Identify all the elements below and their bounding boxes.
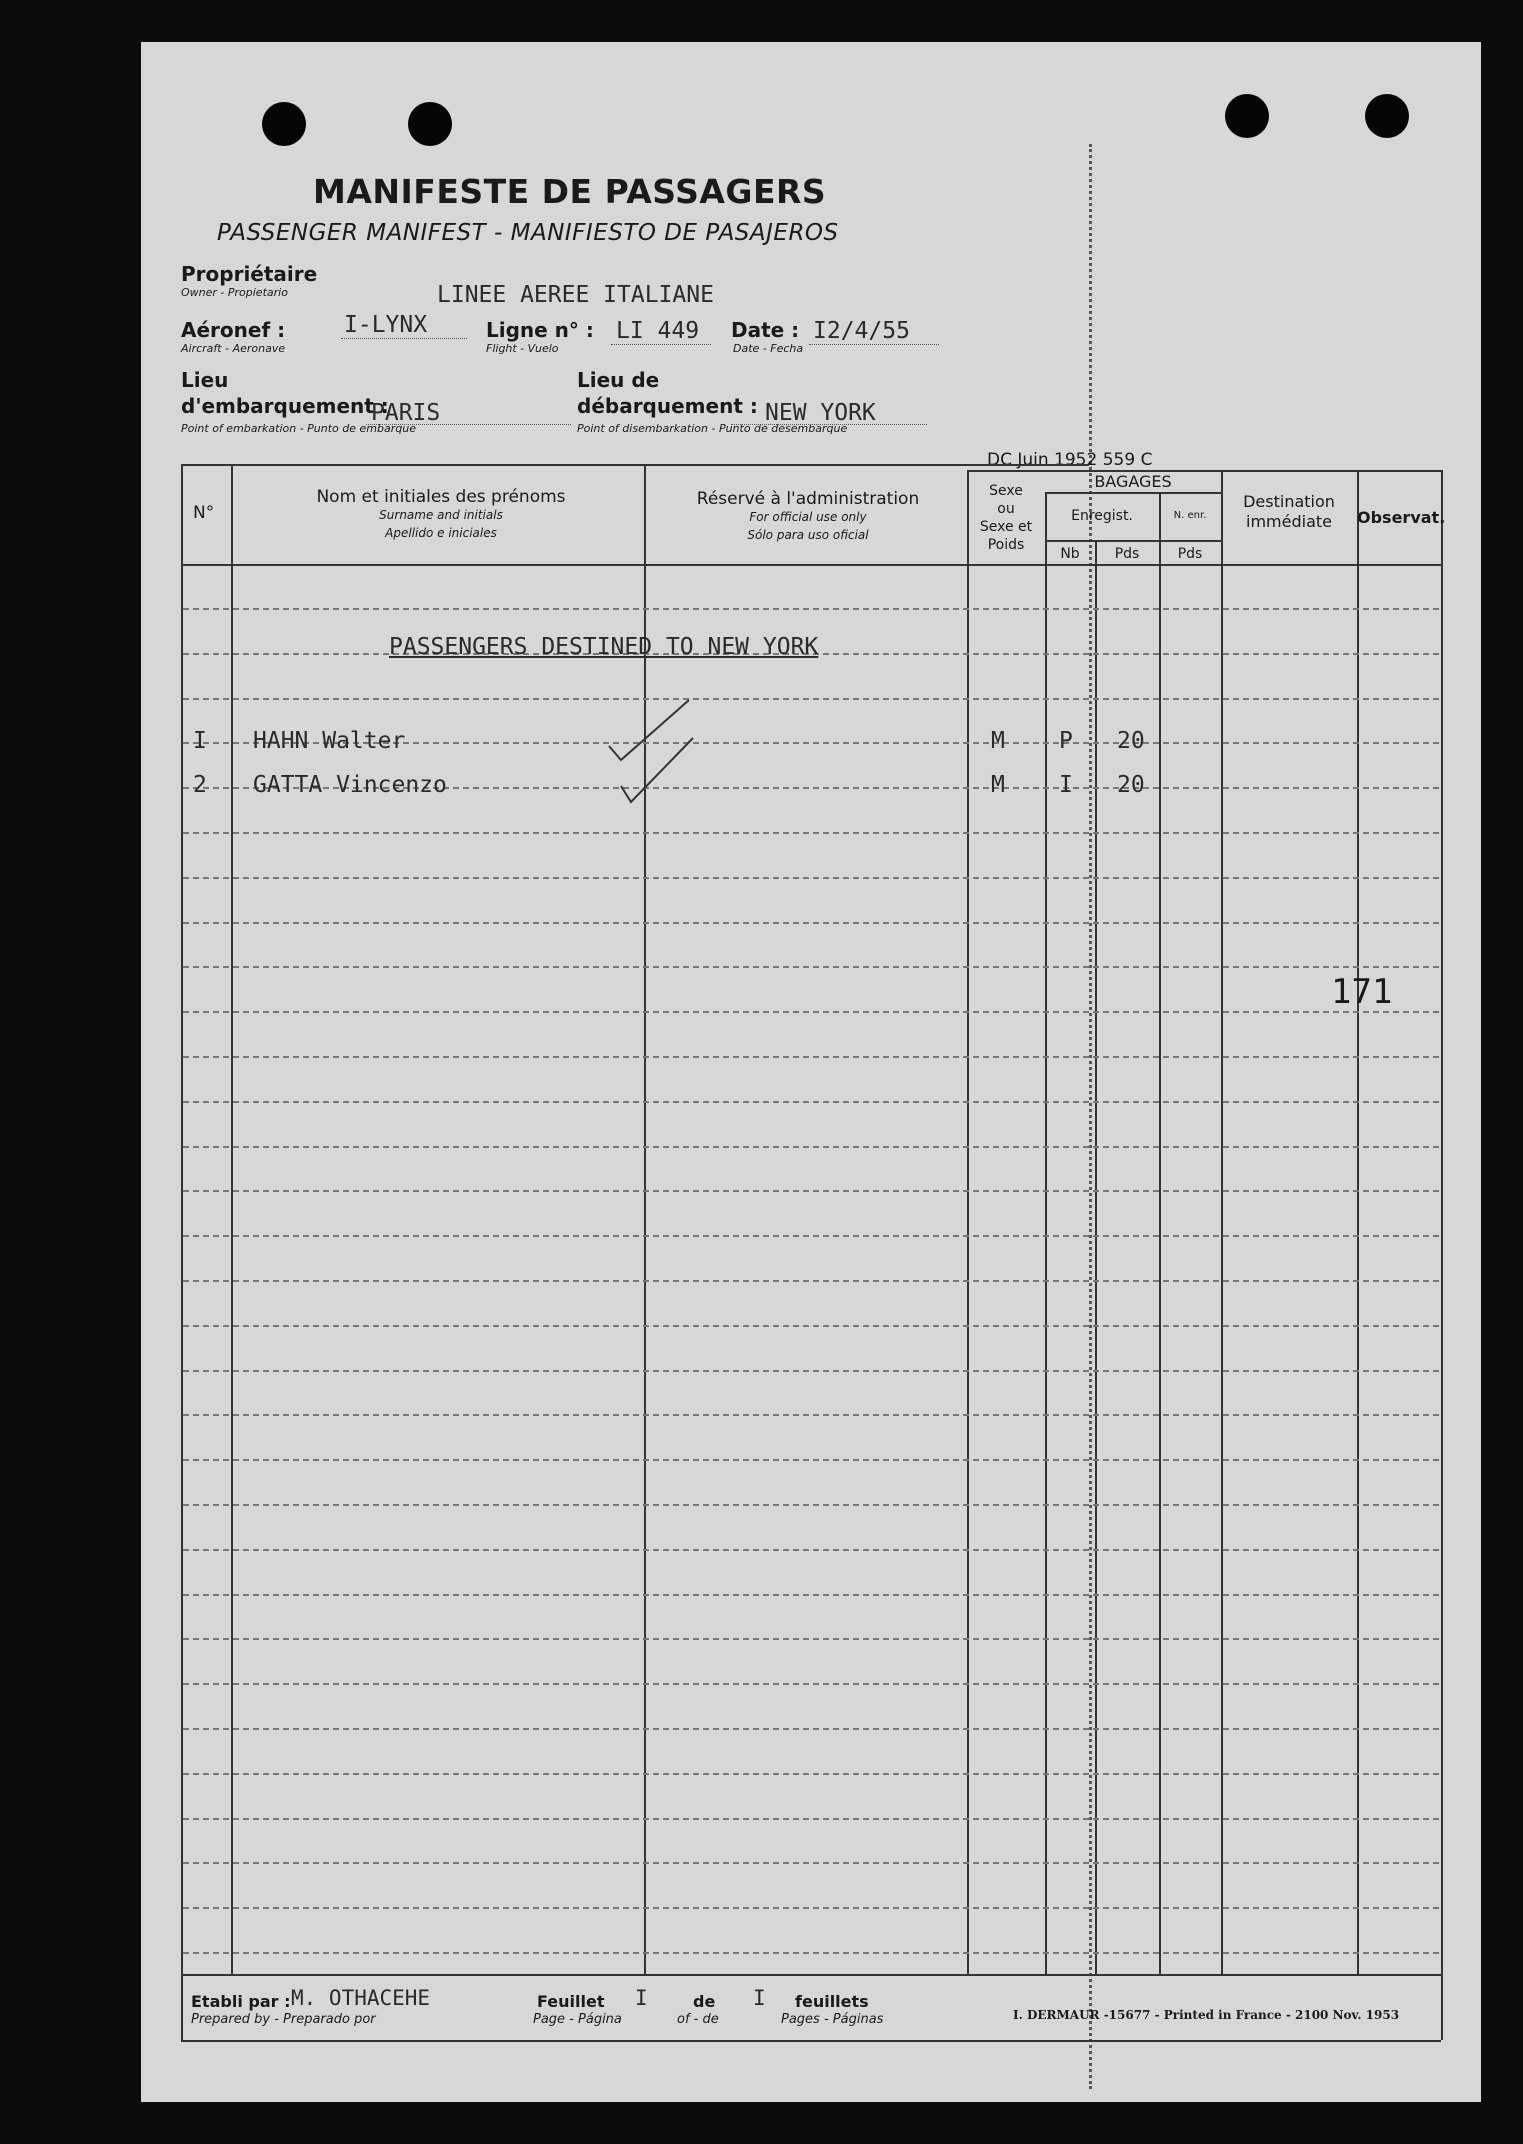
col-header-reserved <box>649 490 967 544</box>
row-rule <box>183 1101 1439 1103</box>
aircraft-underline <box>341 338 467 339</box>
row-rule <box>183 1773 1439 1775</box>
date-value: I2/4/55 <box>813 318 910 344</box>
row-rule <box>183 1190 1439 1192</box>
passenger-1-sex: M <box>991 728 1005 754</box>
row-rule <box>183 922 1439 924</box>
passenger-2-checkmark-icon <box>619 732 699 816</box>
document-subtitle: PASSENGER MANIFEST - MANIFIESTO DE PASAJEROS <box>217 220 839 246</box>
disembarkation-label-2: débarquement : <box>577 394 758 418</box>
passenger-2-sex: M <box>991 772 1005 798</box>
col-header-sex-3: Sexe et <box>979 519 1033 535</box>
col-header-destination-1: Destination <box>1243 492 1335 511</box>
header-bottom-right <box>967 564 1441 566</box>
passenger-1-nb: P <box>1059 728 1073 754</box>
stamp-number: 171 <box>1331 972 1393 1012</box>
aircraft-value: I-LYNX <box>344 312 428 338</box>
row-rule <box>183 1325 1439 1327</box>
of-label: de <box>693 1992 716 2011</box>
col-header-destination-2: immédiate <box>1246 512 1332 531</box>
baggage-subheader-line <box>1045 492 1221 494</box>
embarkation-sublabel: Point of embarkation - Punto de embarque <box>181 422 416 435</box>
date-label: Date : <box>731 318 800 342</box>
passenger-2-name: GATTA Vincenzo <box>253 772 447 798</box>
destination-note: PASSENGERS DESTINED TO NEW YORK <box>389 634 819 660</box>
punch-hole-icon <box>1365 94 1409 138</box>
disembarkation-value: NEW YORK <box>765 400 876 426</box>
disembarkation-sublabel: Point of disembarkation - Punto de desembarque <box>577 422 848 435</box>
punch-hole-icon <box>262 102 306 146</box>
owner-label: Propriétaire <box>181 262 318 286</box>
page-value: I <box>635 1986 648 2010</box>
embarkation-label-2: d'embarquement : <box>181 394 389 418</box>
embarkation-underline <box>366 424 571 425</box>
date-underline <box>809 344 939 345</box>
header-bottom-left <box>181 564 1089 566</box>
row-rule <box>183 1504 1439 1506</box>
col-sex-border <box>967 470 969 1974</box>
col-header-registered: Enregist. <box>1071 508 1133 524</box>
col-no-border <box>231 464 233 1974</box>
passenger-2-pds: 20 <box>1117 772 1145 798</box>
table-top-left <box>181 464 1089 466</box>
col-header-sex-2: ou <box>997 501 1015 517</box>
embarkation-value: PARIS <box>371 400 441 426</box>
row-rule <box>183 1862 1439 1864</box>
aircraft-label: Aéronef : <box>181 318 286 342</box>
passenger-2-nb: I <box>1059 772 1073 798</box>
of-sublabel: of - de <box>677 2012 719 2027</box>
col-header-name-sub1: Surname and initials <box>379 508 503 522</box>
embarkation-label-1: Lieu <box>181 368 229 392</box>
flight-label: Ligne n° : <box>486 318 594 342</box>
col-header-unreg: N. enr. <box>1173 510 1207 521</box>
prepared-label: Etabli par : <box>191 1992 291 2011</box>
flight-value: LI 449 <box>616 318 700 344</box>
punch-hole-icon <box>1225 94 1269 138</box>
table-bottom <box>181 1974 1441 1976</box>
col-header-name-label: Nom et initiales des prénoms <box>316 487 566 507</box>
col-header-sex <box>967 482 1045 554</box>
row-rule <box>183 832 1439 834</box>
prepared-sublabel: Prepared by - Preparado por <box>191 2012 376 2027</box>
owner-value: LINEE AEREE ITALIANE <box>437 282 714 308</box>
col-unreg-border <box>1159 492 1161 1974</box>
prepared-value: M. OTHACEHE <box>291 1986 431 2010</box>
row-rule <box>183 1549 1439 1551</box>
owner-sublabel: Owner - Propietario <box>181 286 288 299</box>
enregist-subheader-line <box>1045 540 1221 542</box>
col-header-baggage: BAGAGES <box>1094 472 1172 491</box>
col-header-no: N° <box>193 503 215 523</box>
row-rule <box>183 1280 1439 1282</box>
col-name-border <box>644 464 646 1974</box>
row-rule <box>183 1907 1439 1909</box>
row-rule <box>183 1952 1439 1954</box>
manifest-sheet <box>141 42 1481 2102</box>
date-sublabel: Date - Fecha <box>733 342 804 355</box>
row-rule <box>183 1728 1439 1730</box>
row-rule <box>183 1459 1439 1461</box>
document-title: MANIFESTE DE PASSAGERS <box>313 172 827 211</box>
flight-underline <box>611 344 711 345</box>
col-right-border <box>1441 470 1443 2040</box>
form-code: DC Juin 1952 559 C <box>987 450 1153 470</box>
col-header-reserved-sub1: For official use only <box>749 510 867 524</box>
col-header-reserved-sub2: Sólo para uso oficial <box>747 528 869 542</box>
col-header-sex-4: Poids <box>987 537 1025 553</box>
row-rule <box>183 1056 1439 1058</box>
col-header-pds: Pds <box>1114 546 1140 562</box>
col-dest-border <box>1357 470 1359 1974</box>
perforation-line <box>1089 144 1092 2089</box>
col-header-destination <box>1221 492 1357 532</box>
row-rule <box>183 966 1439 968</box>
col-header-sex-1: Sexe <box>989 483 1023 499</box>
passenger-1-pds: 20 <box>1117 728 1145 754</box>
row-rule <box>183 698 1439 700</box>
row-rule <box>183 1594 1439 1596</box>
row-rule <box>183 1414 1439 1416</box>
punch-hole-icon <box>408 102 452 146</box>
row-rule <box>183 1146 1439 1148</box>
col-left-border <box>181 464 183 2040</box>
row-rule <box>183 1235 1439 1237</box>
flight-sublabel: Flight - Vuelo <box>486 342 559 355</box>
passenger-1-no: I <box>193 728 207 754</box>
col-header-unreg-pds: Pds <box>1177 546 1203 562</box>
col-unreg-pds-border <box>1221 470 1223 1974</box>
row-rule <box>183 1638 1439 1640</box>
page-sublabel: Page - Página <box>533 2012 622 2027</box>
col-header-nb: Nb <box>1060 546 1080 562</box>
pages-label: feuillets <box>795 1992 869 2011</box>
col-nb-border <box>1045 492 1047 1974</box>
col-pds-border <box>1095 540 1097 1974</box>
col-header-name-sub2: Apellido e iniciales <box>385 526 497 540</box>
row-rule <box>183 1818 1439 1820</box>
of-value: I <box>753 1986 766 2010</box>
row-rule <box>183 1370 1439 1372</box>
disembarkation-label-1: Lieu de <box>577 368 660 392</box>
pages-sublabel: Pages - Páginas <box>781 2012 884 2027</box>
printer-imprint: I. DERMAUR -15677 - Printed in France - 2100 Nov. 1953 <box>1013 2008 1400 2022</box>
col-header-name <box>241 488 641 542</box>
page-label: Feuillet <box>537 1992 605 2011</box>
row-rule <box>183 877 1439 879</box>
row-rule <box>183 1011 1439 1013</box>
passenger-2-no: 2 <box>193 772 207 798</box>
disembarkation-underline <box>731 424 927 425</box>
row-rule <box>183 1683 1439 1685</box>
col-header-reserved-label: Réservé à l'administration <box>696 489 920 509</box>
aircraft-sublabel: Aircraft - Aeronave <box>181 342 286 355</box>
col-header-observ: Observat. <box>1357 508 1446 527</box>
row-rule <box>183 608 1439 610</box>
passenger-1-name: HAHN Walter <box>253 728 406 754</box>
footer-bottom <box>181 2040 1441 2042</box>
